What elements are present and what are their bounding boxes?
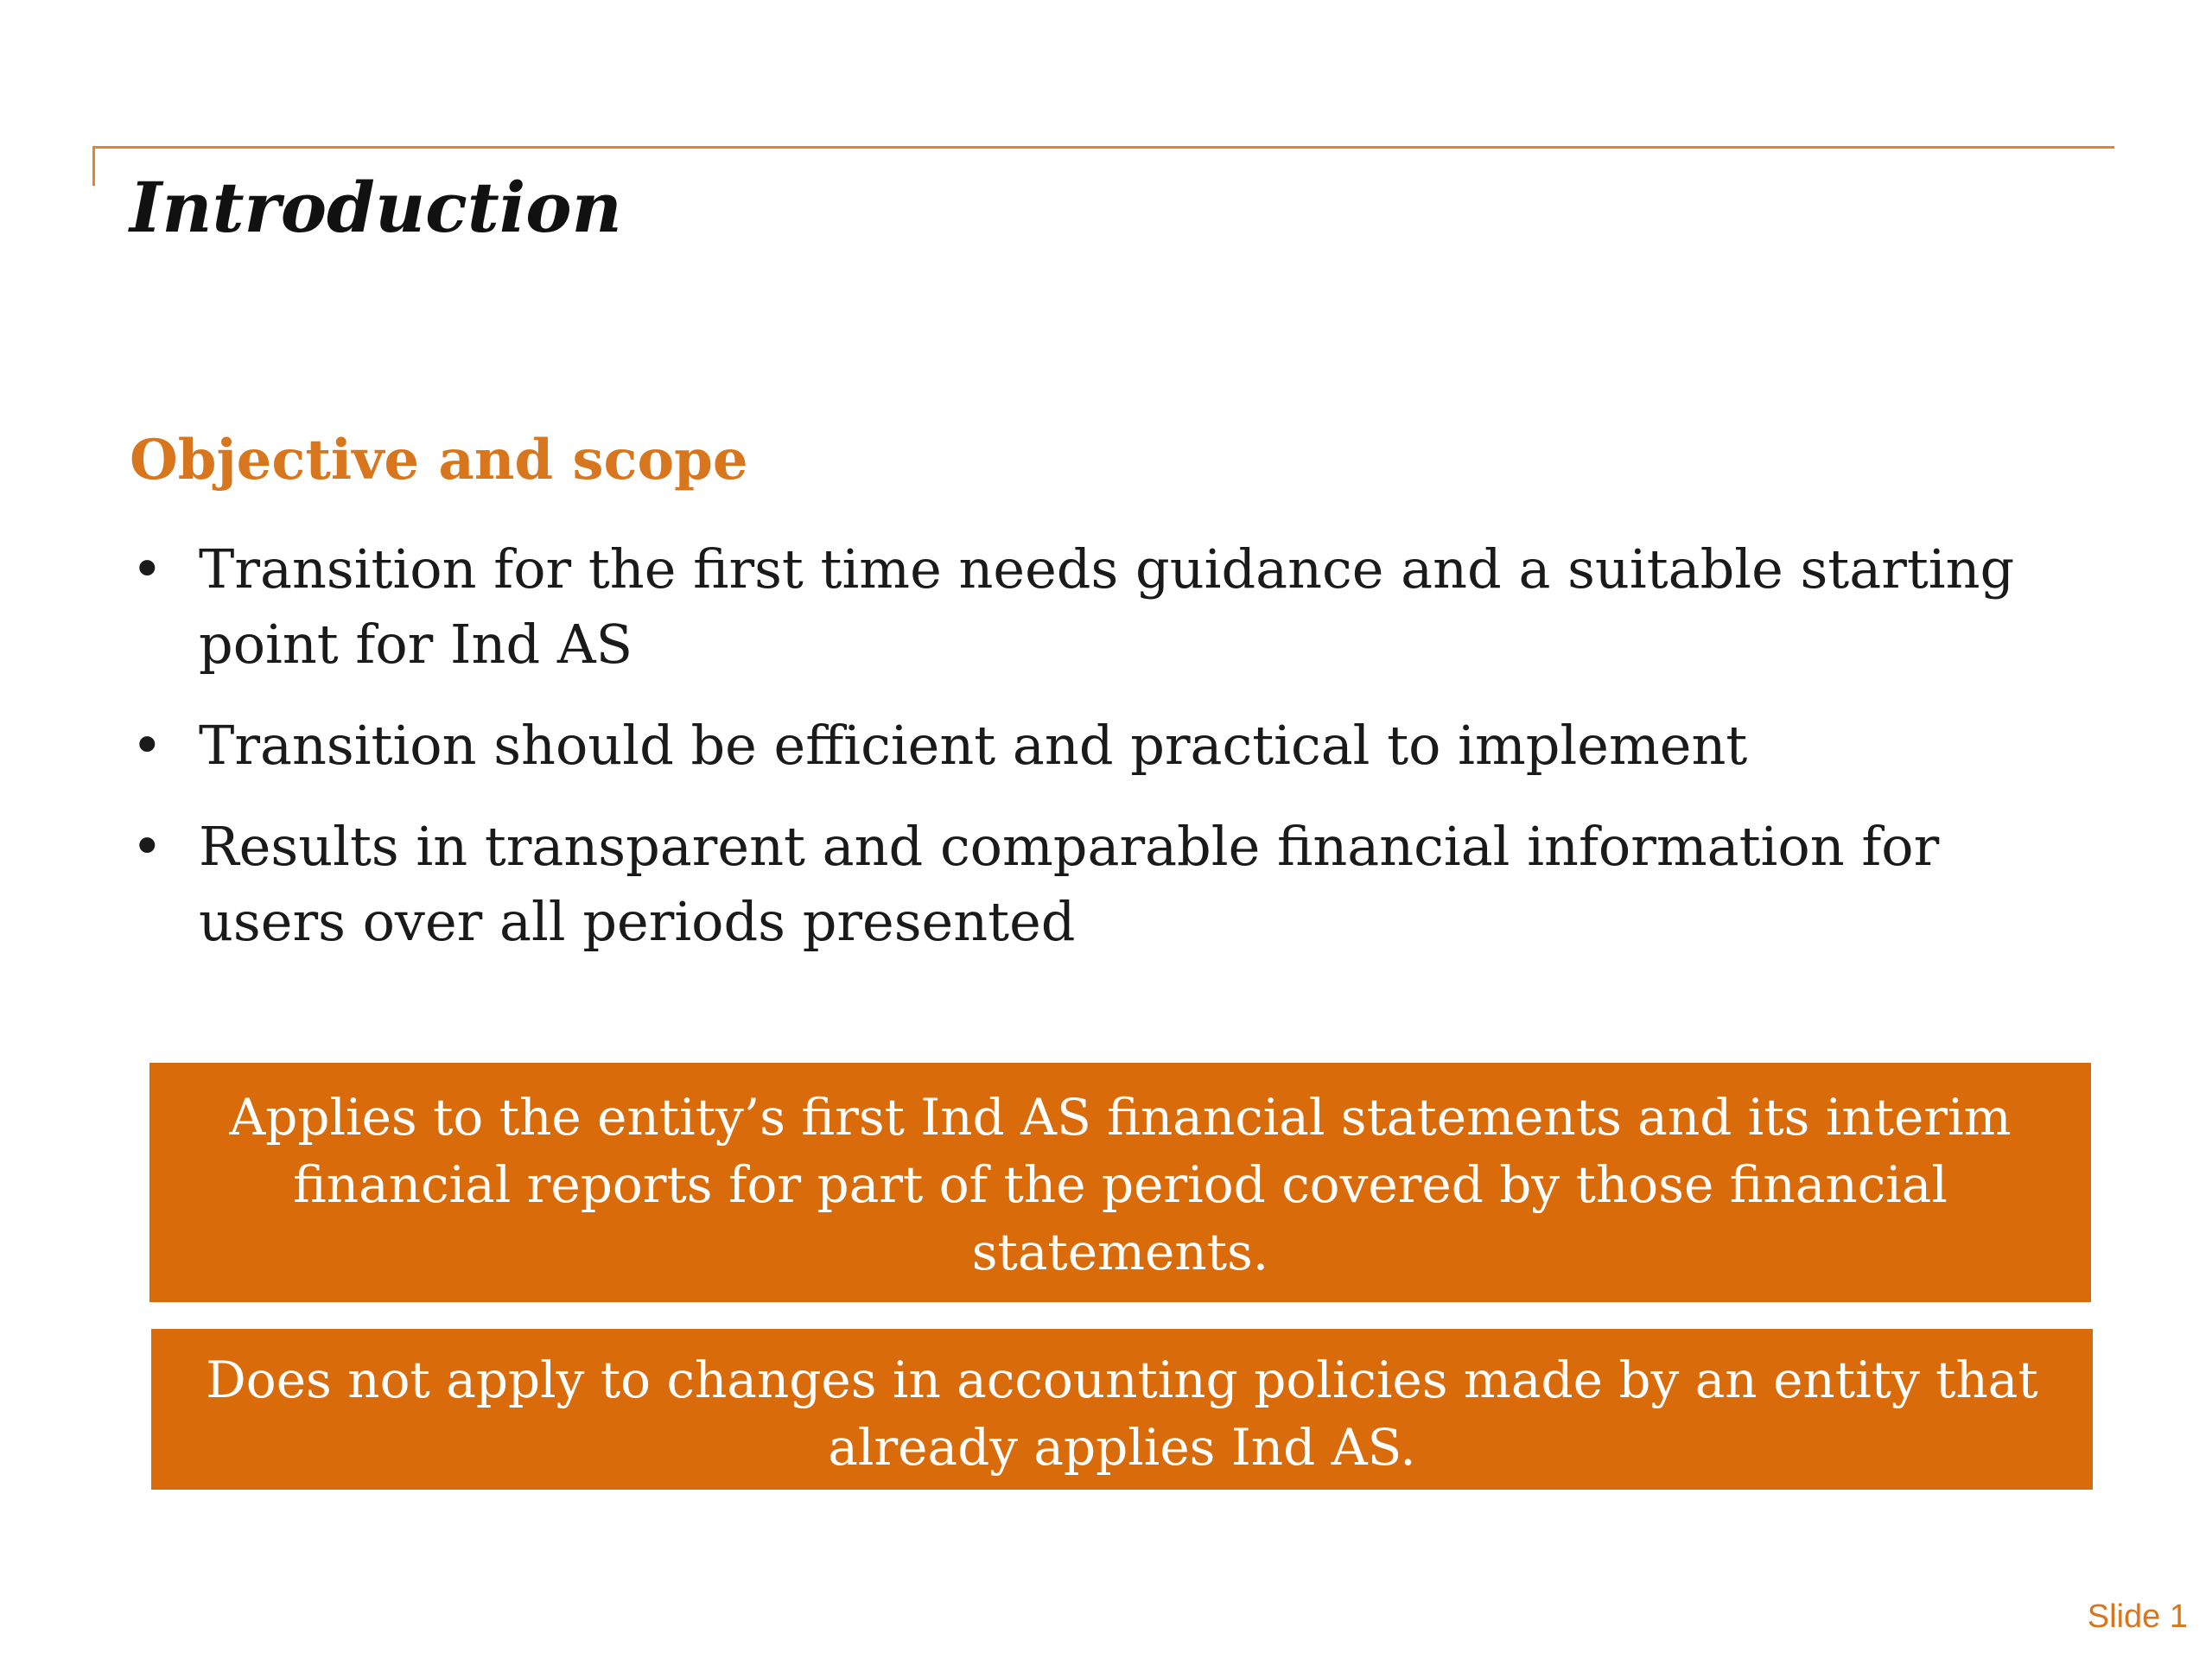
- callout-text: Does not apply to changes in accounting policies made by an entity that already applies Ind AS.: [206, 1351, 2038, 1477]
- bullet-icon: •: [131, 537, 163, 601]
- bullet-item: [130, 809, 2074, 959]
- bullet-list: [130, 531, 2074, 985]
- bullet-item: [130, 708, 2074, 783]
- bullet-item: [130, 531, 2074, 682]
- slide-title: Introduction: [130, 167, 622, 248]
- callout-box-does-not-apply: [151, 1329, 2093, 1490]
- callout-text: Applies to the entity’s first Ind AS financial statements and its interim financial reports for part of the period covered by those financial statements.: [229, 1088, 2012, 1281]
- bullet-text: Results in transparent and comparable financial information for users over all periods presented: [199, 815, 1940, 953]
- bullet-icon: •: [131, 714, 163, 777]
- callout-box-applies: [149, 1063, 2091, 1302]
- slide-number: Slide 1: [2087, 1599, 2188, 1635]
- top-divider-line: [92, 146, 2114, 149]
- bullet-text: Transition should be efficient and practical to implement: [199, 714, 1748, 777]
- section-heading: Objective and scope: [130, 428, 748, 493]
- divider-corner-tick: [92, 146, 95, 186]
- bullet-icon: •: [131, 815, 163, 878]
- bullet-text: Transition for the first time needs guidance and a suitable starting point for Ind AS: [199, 537, 2015, 676]
